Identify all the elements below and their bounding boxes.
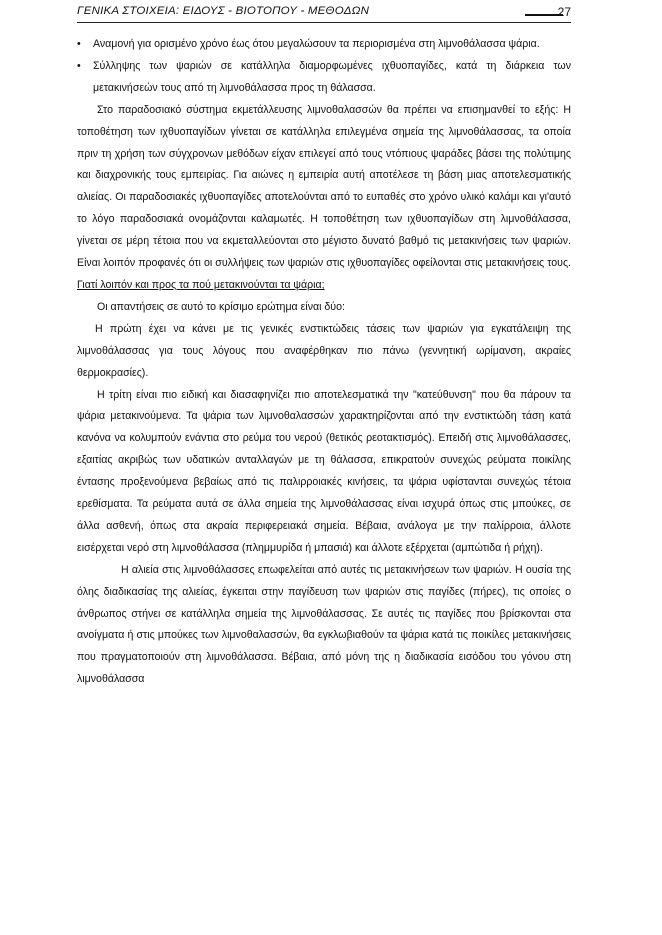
page-number: 27 (557, 5, 571, 19)
paragraph-answers-intro: Οι απαντήσεις σε αυτό το κρίσιμο ερώτημα είναι δύο: (97, 300, 345, 313)
paragraph-first-answer: Η πρώτη έχει να κάνει με τις γενικές ενστικτώδεις τάσεις των ψαριών για εγκατάλειψη της λιμνοθάλασσας για τους λόγους που αναφέρθηκαν πιο πάνω (γεννητική ωρίμανση, ακραίες θερμοκρασίες). (77, 322, 571, 379)
running-header (77, 4, 571, 23)
bullet-text: Σύλληψης των ψαριών σε κατάλληλα διαμορφωμένες ιχθυοπαγίδες, κατά τη διάρκεια των μετακινήσεών τους από τη λιμνοθάλασσα προς τη θάλασσα. (93, 59, 571, 94)
paragraph-fishing: Η αλιεία στις λιμνοθάλασσες επωφελείται από αυτές τις μετακινήσεων των ψαριών. Η ουσία της όλης διαδικασίας της αλιείας, έγκειται στην παγίδευση των ψαριών στις παγίδες (πήρες), τις οποίες ο άνθρωπος στήνει σε κατάλληλα σημεία της λιμνοθάλασσας. Σε αυτές τις παγίδες που βρίσκονται στα ανοίγματα ή στις μπούκες των λιμνοθαλασσών, θα εγκλωβιαθούν τα ψάρια κατά τις ποικίλες μετακινήσεις που πραγματοποιούν στη λιμνοθάλασσα. Βέβαια, από μόνη της η διαδικασία εισόδου του γόνου στη λιμνοθάλασσα (77, 563, 571, 686)
bullet-dot-icon: • (77, 38, 81, 50)
bullet-item-1 (77, 34, 571, 56)
paragraph-second-answer: Η τρίτη είναι πιο ειδική και διασαφηνίζει πιο αποτελεσματικά την "κατεύθυνση" που θα πάρουν τα ψάρια μετακινούμενα. Τα ψάρια των λιμνοθαλασσών χαρακτηρίζονται από την ενστικτώδη τάση κατά κανόνα να κολυμπούν ενάντια στο ρεύμα του νερού (θετικός ρεοτακτισμός). Επειδή στις λιμνοθάλασσες, εξαιτίας ακριβώς των υδατικών ανταλλαγών με τη θάλασσα, επικρατούν συνεχώς ρεύματα ποικίλης έντασης προξενούμενα βεβαίως από τις παλιρροιακές κινήσεις, τα ψάρια υφίστανται συνεχώς τέτοια ερεθίσματα. Τα ρεύματα αυτά σε άλλα σημεία της λιμνοθάλασσας είναι ισχυρά όπως στις μπούκες, σε άλλα ασθενή, όπως στα ακραία περιφερειακά σημεία. Βέβαια, ανάλογα με την παλίρροια, άλλοτε εισέρχεται νερό στη λιμνοθάλασσα (πλημμυρίδα ή μπασιά) και άλλοτε εξέρχεται (αμπώτιδα ή ρήχη). (77, 388, 571, 554)
paragraph-traditional-system (77, 100, 571, 297)
underlined-question: Γιατί λοιπόν και προς τα πού μετακινούνται τα ψάρια; (77, 278, 325, 291)
bullet-text: Αναμονή για ορισμένο χρόνο έως ότου μεγαλώσουν τα περιορισμένα στη λιμνοθάλασσα ψάρια. (93, 38, 540, 50)
page-body (77, 34, 571, 691)
paragraph-text: Στο παραδοσιακό σύστημα εκμετάλλευσης λιμνοθαλασσών θα πρέπει να επισημανθεί το εξής: Η τοποθέτηση των ιχθυοπαγίδων γίνεται σε κατάλληλα επιλεγμένα σημεία της λιμνοθάλασσας, τα οποία πριν τη χρήση των σύγχρονων μεθόδων είχαν επιλεγεί από τους ντόπιους ψαράδες βάσει της πολύτιμης και διαχρονικής τους εμπειρίας. Για αιώνες η εμπειρία αυτή αποτέλεσε τη βάση μιας αποτελεσματικής αλιείας. Οι παραδοσιακές ιχθυοπαγίδες αποτελούνται από το ευπαθές στο χρόνο υλικό καλάμι και γι'αυτό το λόγο παραδοσιακά ονομάζονται καλαμωτές. Η τοποθέτηση των ιχθυοπαγίδων στη λιμνοθάλασσα, γίνεται σε μέρη τέτοια που να εκμεταλλεύονται στο μέγιστο δυνατό βαθμό τις μετακινήσεις των ψαριών. Είναι λοιπόν προφανές ότι οι συλλήψεις των ψαριών στις ιχθυοπαγίδες οφείλονται στις μετακινήσεις τους. (77, 103, 571, 270)
bullet-item-2 (77, 56, 571, 100)
bullet-dot-icon: • (77, 59, 81, 72)
header-title: ΓΕΝΙΚΑ ΣΤΟΙΧΕΙΑ: ΕΙΔΟΥΣ - ΒΙΟΤΟΠΟΥ - ΜΕΘΟΔΩΝ (77, 5, 370, 17)
